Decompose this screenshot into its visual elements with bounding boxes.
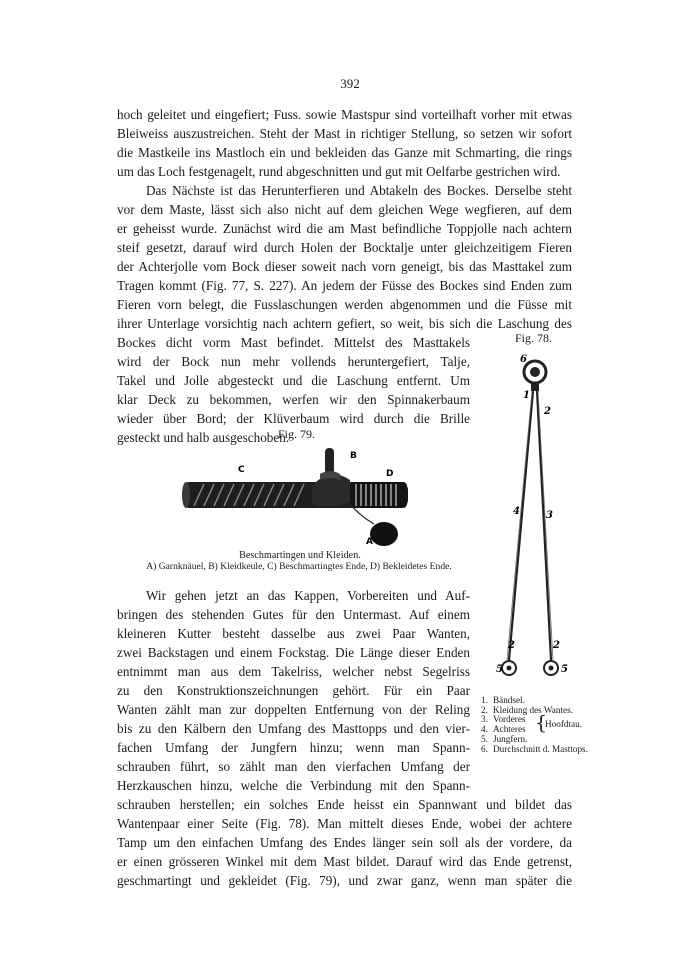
figure-79-legend: A) Garnknäuel, B) Kleidkeule, C) Beschmartingtes Ende, D) Bekleidetes Ende.: [146, 561, 452, 572]
text-line: ihrer Unterlage vorsichtig nach achtern gefiert, so weit, bis sich die Laschung des: [117, 316, 572, 331]
text-line: gesteckt und halb ausgeschoben.: [117, 430, 290, 445]
text-line: Wir gehen jetzt an das Kappen, Vorbereiten und Auf-: [146, 588, 470, 603]
label-2-top: 2: [544, 406, 551, 417]
text-line: schrauben führt, so zählt man den vierfachen Umfang der: [117, 759, 470, 774]
figure-78-legend-2: 2. Kleidung des Wantes.: [481, 704, 573, 715]
rope-left-end: [182, 482, 190, 508]
text-line: zu den Konstruktionszeichnungen gehört. Für ein Paar: [117, 683, 470, 698]
text-line: Takel und Jolle abgesteckt und die Laschung entfernt. Um: [117, 373, 470, 388]
label-5-right: 5: [561, 664, 568, 675]
text-line: fachen Umfang der Jungfern hinzu; wenn man Spann-: [117, 740, 470, 755]
text-line: klar Deck zu bekommen, werfen wir den Spinnakerbaum: [117, 392, 470, 407]
text-line: er einen grösseren Winkel mit dem Mast bildet. Darauf wird das Ende getrenst,: [117, 854, 572, 869]
text-line: der Achterjolle vom Bock dieser soweit nach vorn geneigt, bis das Masttakel zum: [117, 259, 572, 274]
figure-78-illustration: [495, 350, 575, 690]
text-line: Wantenpaar einer Seite (Fig. 78). Man mittelt dieses Ende, wobei der achtere: [117, 816, 572, 831]
text-line: Das Nächste ist das Herunterfieren und Abtakeln des Bockes. Derselbe steht: [146, 183, 572, 198]
text-line: steif gesetzt, darauf wird durch Holen der Bocktalje unter gleichzeitigem Fieren: [117, 240, 572, 255]
text-line: Fieren vorn belegt, die Fusslaschungen werden abgenommen und die Füsse mit: [117, 297, 572, 312]
figure-78-legend-1: 1. Bändsel.: [481, 695, 525, 705]
figure-79-illustration: [180, 440, 420, 552]
figure-79-caption: Beschmartingen und Kleiden.: [239, 550, 361, 561]
text-line: Tragen kommt (Fig. 77, S. 227). An jedem der Füsse des Bockes sind Enden zum: [117, 278, 572, 293]
label-6: 6: [520, 354, 527, 365]
figure-78-legend-3: 3. Vorderes: [481, 714, 526, 725]
label-c: C: [238, 465, 245, 475]
label-5-left: 5: [496, 664, 503, 675]
figure-78-legend-4: 4. Achteres: [481, 724, 526, 735]
label-2-right: 2: [553, 640, 560, 651]
text-line: bis zu den Kälbern den Umfang des Masttopps und den vier-: [117, 721, 470, 736]
text-line: Herzkauschen hinzu, welche die Verbindung mit den Spann-: [117, 778, 470, 793]
text-line: wird der Bock nun mehr vollends heruntergefiert, Talje,: [117, 354, 470, 369]
figure-78-title: Fig. 78.: [515, 331, 553, 345]
figure-78-legend-brace-text: Hoofdtau.: [545, 719, 582, 729]
legend-brace: {: [535, 712, 548, 734]
text-line: geschmartingt und gekleidet (Fig. 79), und zwar ganz, wenn man später die: [117, 873, 572, 888]
text-line: schrauben herstellen; ein solches Ende heisst ein Spannwant und bildet das: [117, 797, 572, 812]
label-d: D: [386, 469, 394, 479]
text-line: er geheisst wurde. Zunächst wird die am Mast befindliche Toppjolle nach achtern: [117, 221, 572, 236]
figure-79-title: Fig. 79.: [278, 427, 316, 441]
shroud-right: [537, 391, 551, 660]
label-1: 1: [523, 390, 530, 401]
text-line: wieder über Bord; der Klüverbaum wird durch die Brille: [117, 411, 470, 426]
text-line: Bleiweiss auszustreichen. Steht der Mast in richtiger Stellung, so setzen wir sofort: [117, 126, 572, 141]
label-a: A: [366, 537, 373, 547]
figure-78-legend-5: 5. Jungfern.: [481, 733, 528, 744]
text-line: hoch geleitet und eingefiert; Fuss. sowie Mastspur sind vorteilhaft vorher mit etwas: [117, 107, 572, 122]
seizing: [531, 383, 539, 391]
text-line: die Mastkeile ins Mastloch ein und bekleiden das Ganze mit Schmarting, die rings: [117, 145, 572, 160]
text-line: entnimmt man aus dem Takelriss, welcher nebst Segelriss: [117, 664, 470, 679]
text-line: vor dem Maste, lässt sich also nicht auf dem gleichen Wege wegfieren, auf dem: [117, 202, 572, 217]
text-line: um das Loch festgenagelt, rund abgeschnitten und gut mit Oelfarbe gestrichen wird.: [117, 164, 561, 179]
label-4: 4: [513, 506, 520, 517]
text-line: Bockes dicht vorm Mast befindet. Mittelst des Masttakels: [117, 335, 470, 350]
text-line: zwei Backstagen und einem Fockstag. Die Länge dieser Enden: [117, 645, 470, 660]
text-line: Tamp um den einfachen Umfang des Endes länger sein soll als der vordere, da: [117, 835, 572, 850]
label-3: 3: [546, 510, 553, 521]
ball-of-yarn: [370, 522, 398, 546]
served-section: [348, 482, 408, 508]
mallet-handle: [325, 448, 334, 474]
shroud-left: [509, 391, 533, 660]
text-line: Wanten zählt man zur doppelten Entfernung von der Reling: [117, 702, 470, 717]
text-line: bringen des stehenden Gutes für den Untermast. Auf einem: [117, 607, 470, 622]
label-b: B: [350, 451, 357, 461]
text-line: kleineren Kutter besteht dasselbe aus zwei Paar Wanten,: [117, 626, 470, 641]
label-2-left: 2: [508, 640, 515, 651]
page-number: 392: [340, 76, 360, 91]
serving-mallet: [312, 474, 350, 506]
figure-78-legend-6: 6. Durchschnitt d. Masttops.: [481, 743, 588, 754]
